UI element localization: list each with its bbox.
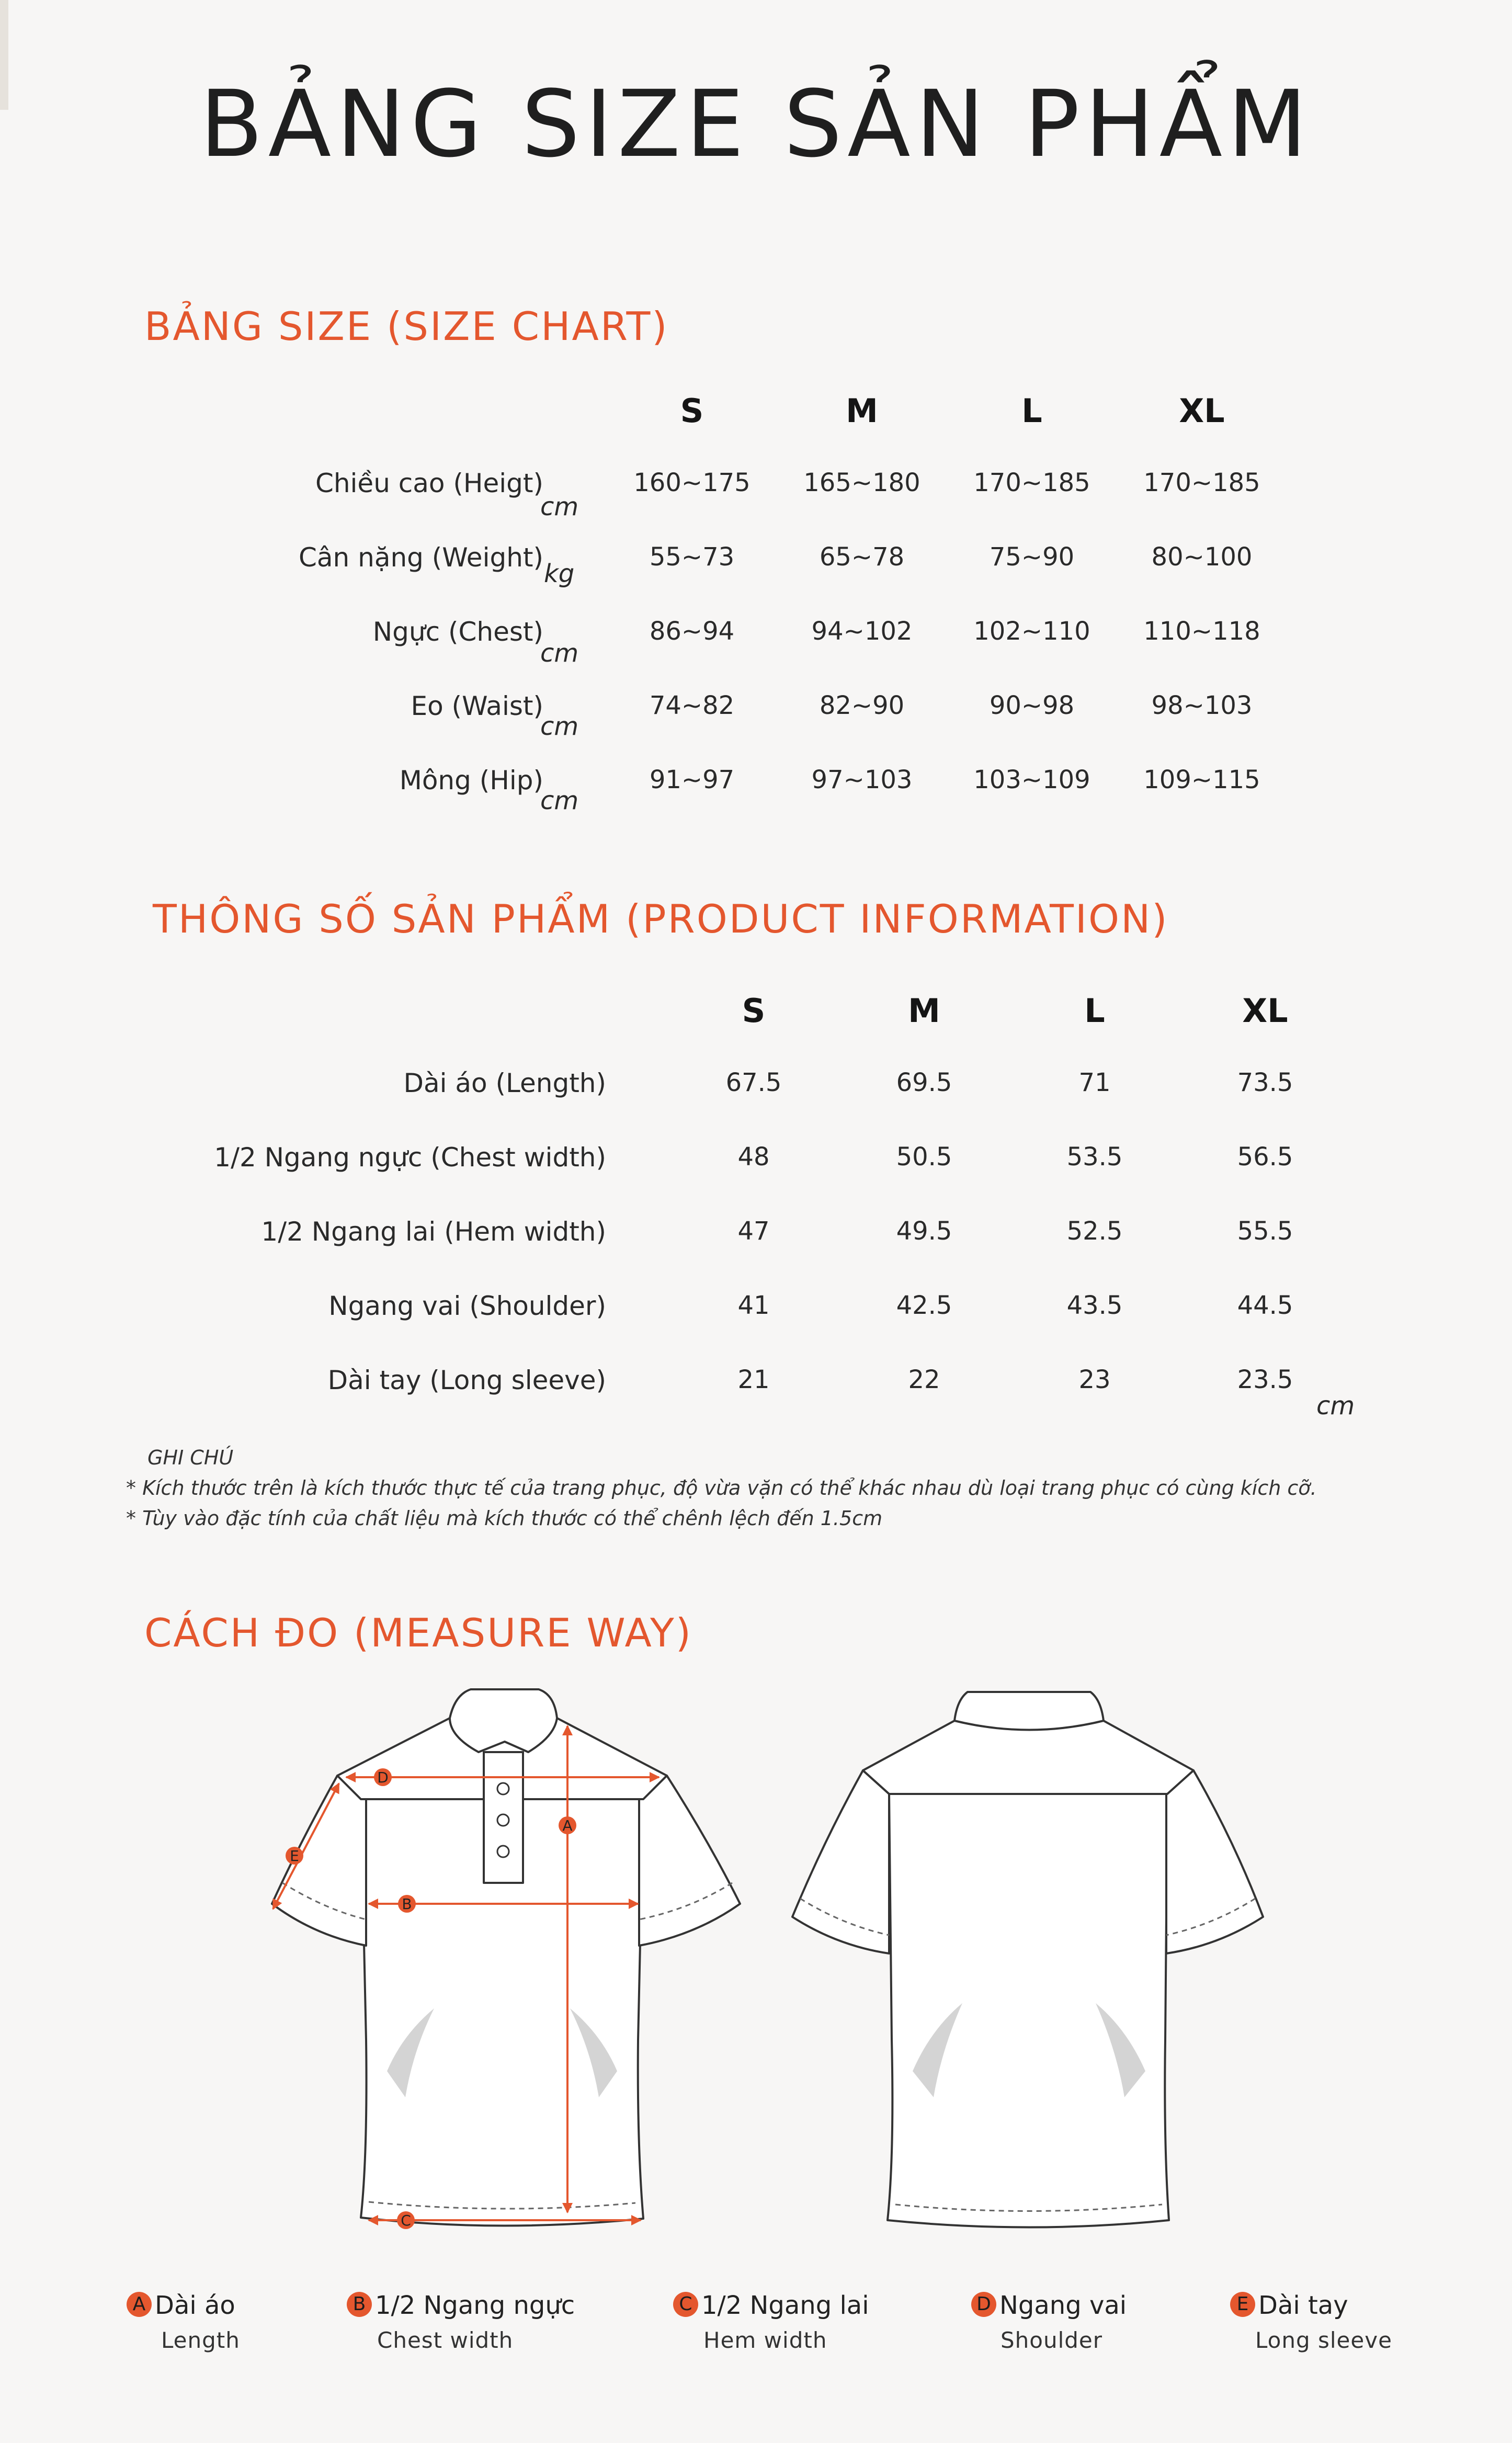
size-row-label-hip: Mông (Hip) xyxy=(399,765,543,796)
product-row-label-length: Dài áo (Length) xyxy=(403,1068,606,1098)
legend-badge-c: C xyxy=(673,2292,698,2317)
product-cell: 23 xyxy=(1078,1365,1111,1394)
product-cell: 67.5 xyxy=(725,1068,782,1097)
size-cell: 86~94 xyxy=(649,617,735,646)
product-cell: 21 xyxy=(737,1365,770,1394)
size-row-unit-weight: kg xyxy=(544,559,575,588)
shirt-front-diagram xyxy=(262,1679,753,2239)
size-chart-col-l: L xyxy=(1021,392,1042,430)
product-col-xl: XL xyxy=(1242,992,1288,1030)
product-cell: 50.5 xyxy=(896,1142,952,1172)
legend-badge-e: E xyxy=(1230,2292,1255,2317)
size-cell: 91~97 xyxy=(649,765,735,794)
size-row-unit-hip: cm xyxy=(540,786,579,815)
size-cell: 103~109 xyxy=(973,765,1090,794)
marker-b xyxy=(398,1895,416,1913)
legend-label-b: 1/2 Ngang ngực xyxy=(375,2291,575,2320)
product-cell: 47 xyxy=(737,1217,770,1246)
product-cell: 48 xyxy=(737,1142,770,1172)
legend-sub-b: Chest width xyxy=(377,2327,514,2353)
marker-a xyxy=(559,1816,576,1834)
size-row-label-height: Chiều cao (Heigt) xyxy=(315,468,543,498)
product-cell: 52.5 xyxy=(1066,1217,1123,1246)
legend-label-e: Dài tay xyxy=(1258,2291,1348,2320)
legend-label-d: Ngang vai xyxy=(999,2291,1127,2320)
size-cell: 74~82 xyxy=(649,691,735,720)
legend-badge-d: D xyxy=(971,2292,996,2317)
size-row-label-weight: Cân nặng (Weight) xyxy=(299,542,543,573)
product-row-label-hem-width: 1/2 Ngang lai (Hem width) xyxy=(261,1217,606,1247)
note-line: * Tùy vào đặc tính của chất liệu mà kích thước có thể chênh lệch đến 1.5cm xyxy=(126,1507,883,1530)
product-cell: 44.5 xyxy=(1237,1291,1293,1320)
product-info-heading: THÔNG SỐ SẢN PHẨM (PRODUCT INFORMATION) xyxy=(153,896,1169,942)
svg-text:E: E xyxy=(290,1847,299,1865)
size-chart-col-m: M xyxy=(846,392,878,430)
legend-sub-c: Hem width xyxy=(703,2327,827,2353)
product-cell: 53.5 xyxy=(1066,1142,1123,1172)
marker-c xyxy=(397,2211,415,2229)
measure-heading: CÁCH ĐO (MEASURE WAY) xyxy=(144,1610,693,1656)
product-col-l: L xyxy=(1084,992,1105,1030)
size-cell: 110~118 xyxy=(1143,617,1260,646)
size-cell: 109~115 xyxy=(1143,765,1260,794)
size-cell: 160~175 xyxy=(633,468,751,497)
size-cell: 97~103 xyxy=(811,765,913,794)
legend-label-a: Dài áo xyxy=(155,2291,235,2320)
product-cell: 23.5 xyxy=(1237,1365,1293,1394)
note-line: * Kích thước trên là kích thước thực tế của trang phục, độ vừa vặn có thể khác nhau dù loại trang phục có cùng kích cỡ. xyxy=(126,1476,1317,1499)
product-cell: 43.5 xyxy=(1066,1291,1123,1320)
size-cell: 75~90 xyxy=(989,542,1075,572)
product-row-label-long-sleeve: Dài tay (Long sleeve) xyxy=(327,1365,606,1395)
size-cell: 170~185 xyxy=(973,468,1090,497)
svg-text:A: A xyxy=(562,1817,573,1834)
size-chart-col-s: S xyxy=(680,392,704,430)
legend-label-c: 1/2 Ngang lai xyxy=(701,2291,869,2320)
marker-d xyxy=(374,1768,392,1786)
size-cell: 80~100 xyxy=(1151,542,1253,572)
size-row-unit-chest: cm xyxy=(540,639,579,668)
legend-sub-a: Length xyxy=(161,2327,240,2353)
product-cell: 42.5 xyxy=(896,1291,952,1320)
size-cell: 90~98 xyxy=(989,691,1075,720)
product-col-s: S xyxy=(742,992,766,1030)
size-cell: 94~102 xyxy=(811,617,913,646)
product-cell: 56.5 xyxy=(1237,1142,1293,1172)
size-cell: 65~78 xyxy=(819,542,905,572)
size-cell: 165~180 xyxy=(803,468,920,497)
product-unit: cm xyxy=(1316,1391,1355,1421)
size-row-unit-waist: cm xyxy=(540,712,579,741)
product-cell: 49.5 xyxy=(896,1217,952,1246)
size-row-unit-height: cm xyxy=(540,492,579,521)
notes-heading: GHI CHÚ xyxy=(147,1446,234,1469)
marker-e xyxy=(286,1847,303,1865)
product-cell: 41 xyxy=(737,1291,770,1320)
svg-text:B: B xyxy=(402,1895,412,1913)
page-title: BẢNG SIZE SẢN PHẨM xyxy=(200,71,1312,178)
shirt-back-diagram xyxy=(779,1684,1281,2239)
svg-text:C: C xyxy=(401,2212,411,2229)
size-row-label-waist: Eo (Waist) xyxy=(411,691,543,721)
legend-sub-e: Long sleeve xyxy=(1255,2327,1392,2353)
size-row-label-chest: Ngực (Chest) xyxy=(372,617,543,647)
size-cell: 102~110 xyxy=(973,617,1090,646)
size-cell: 170~185 xyxy=(1143,468,1260,497)
product-cell: 55.5 xyxy=(1237,1217,1293,1246)
product-row-label-chest-width: 1/2 Ngang ngực (Chest width) xyxy=(214,1142,606,1173)
product-cell: 71 xyxy=(1078,1068,1111,1097)
product-cell: 69.5 xyxy=(896,1068,952,1097)
product-row-label-shoulder: Ngang vai (Shoulder) xyxy=(328,1291,606,1321)
size-cell: 98~103 xyxy=(1151,691,1253,720)
size-cell: 55~73 xyxy=(649,542,735,572)
legend-sub-d: Shoulder xyxy=(1001,2327,1103,2353)
size-chart-col-xl: XL xyxy=(1179,392,1225,430)
product-cell: 73.5 xyxy=(1237,1068,1293,1097)
legend-badge-a: A xyxy=(127,2292,152,2317)
svg-text:D: D xyxy=(377,1769,389,1786)
product-col-m: M xyxy=(908,992,940,1030)
legend-badge-b: B xyxy=(347,2292,372,2317)
product-cell: 22 xyxy=(908,1365,940,1394)
size-cell: 82~90 xyxy=(819,691,905,720)
size-chart-heading: BẢNG SIZE (SIZE CHART) xyxy=(144,303,669,349)
